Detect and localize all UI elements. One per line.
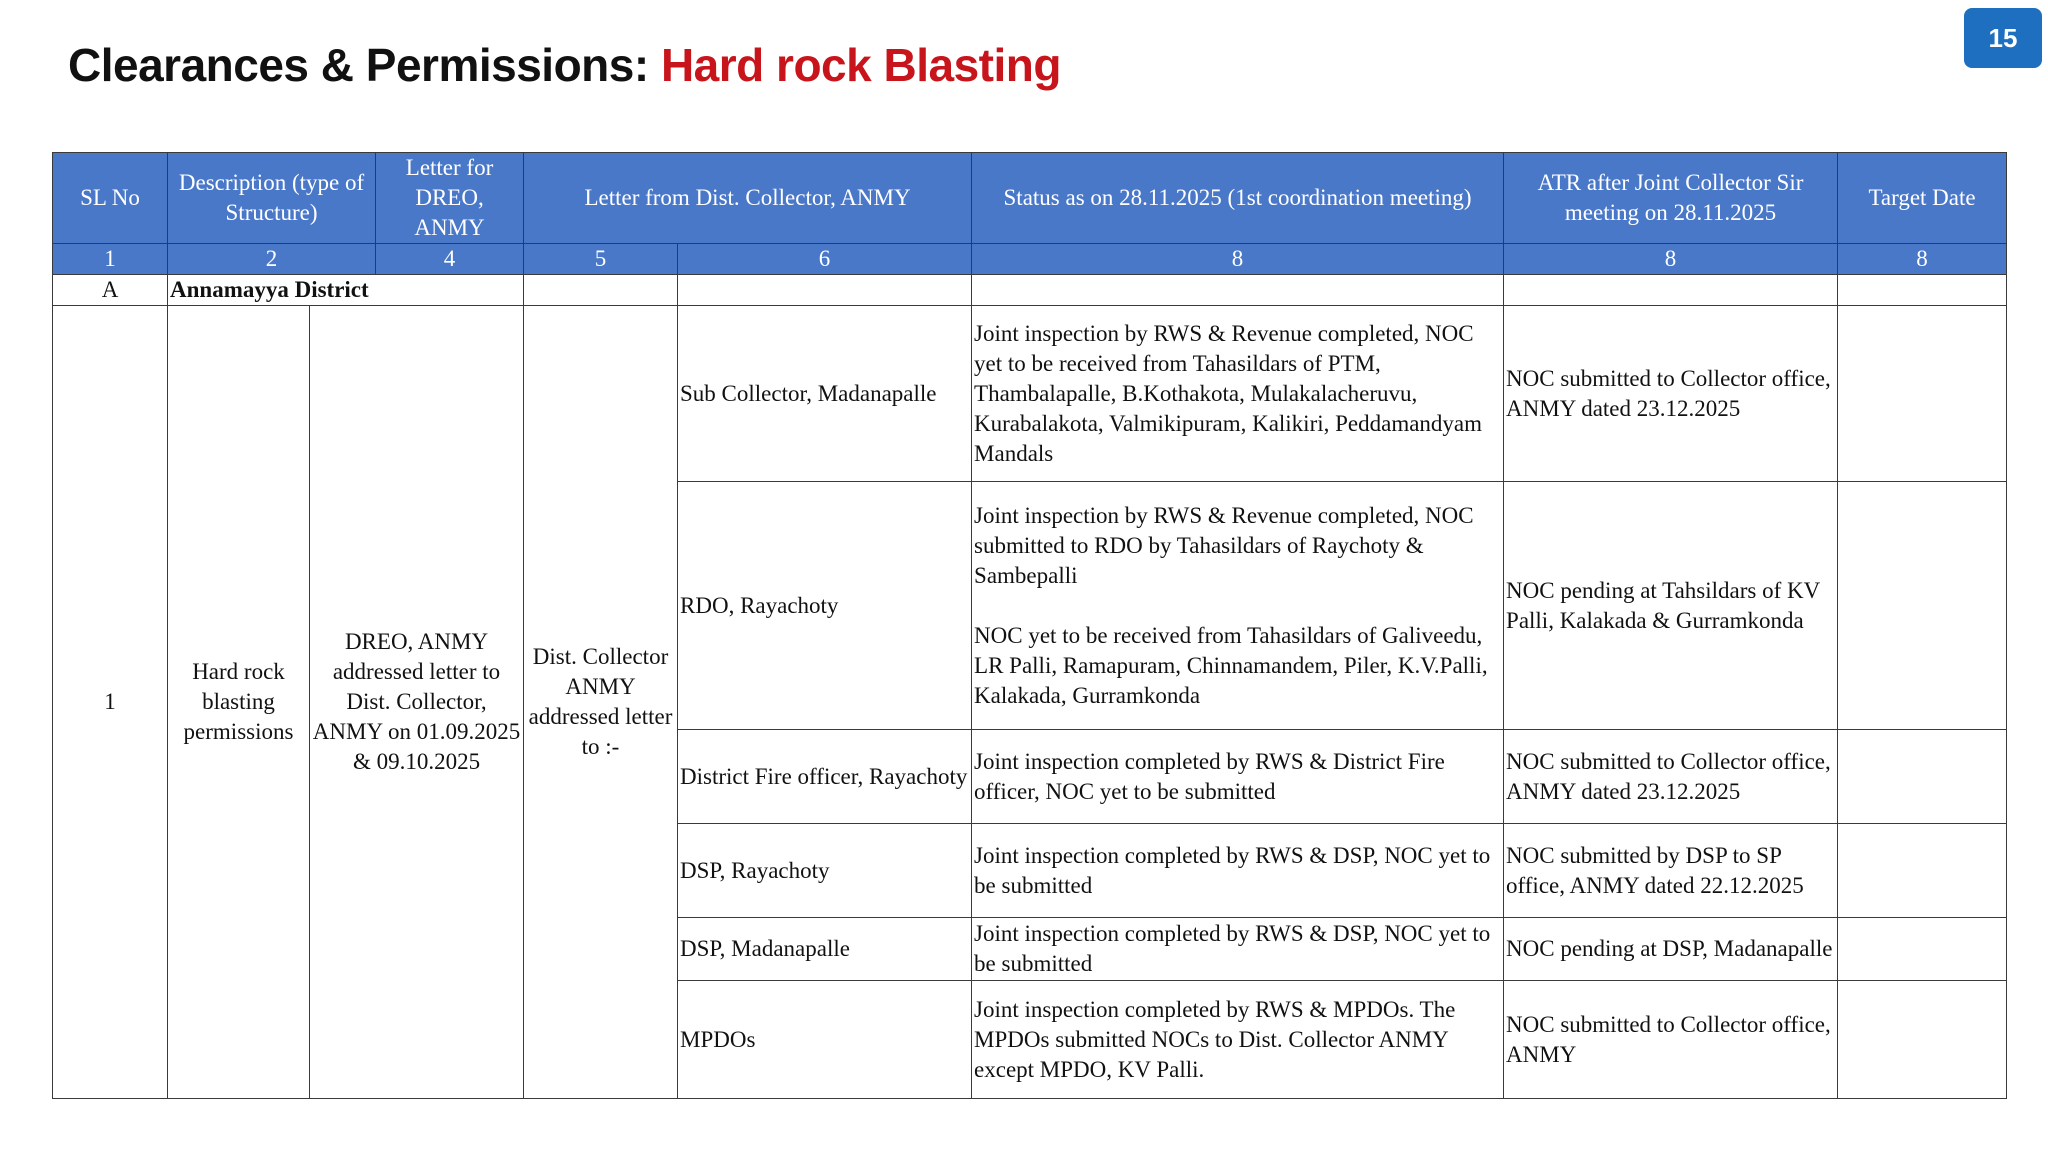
clearances-table	[52, 152, 2007, 1099]
header-status: Status as on 28.11.2025 (1st coordination meeting)	[972, 153, 1504, 244]
authority-cell: District Fire officer, Rayachoty	[678, 730, 972, 824]
status-cell: Joint inspection completed by RWS & DSP, NOC yet to be submitted	[972, 824, 1504, 918]
target-cell	[1838, 918, 2007, 981]
column-number: 4	[376, 244, 524, 275]
authority-cell: DSP, Madanapalle	[678, 918, 972, 981]
entry-description: Hard rock blasting permissions	[168, 306, 310, 1099]
column-number: 1	[53, 244, 168, 275]
column-number: 8	[972, 244, 1504, 275]
column-number: 8	[1504, 244, 1838, 275]
authority-cell: Sub Collector, Madanapalle	[678, 306, 972, 482]
column-number-row	[53, 244, 2007, 275]
header-description: Description (type of Structure)	[168, 153, 376, 244]
status-cell: Joint inspection completed by RWS & MPDOs. The MPDOs submitted NOCs to Dist. Collector ANMY except MPDO, KV Palli.	[972, 981, 1504, 1099]
status-cell: Joint inspection completed by RWS & DSP, NOC yet to be submitted	[972, 918, 1504, 981]
empty-cell	[972, 275, 1504, 306]
authority-cell: RDO, Rayachoty	[678, 482, 972, 730]
atr-cell: NOC submitted to Collector office, ANMY dated 23.12.2025	[1504, 730, 1838, 824]
column-number: 6	[678, 244, 972, 275]
page-number-badge: 15	[1964, 8, 2042, 68]
target-cell	[1838, 482, 2007, 730]
slide-title	[68, 38, 1061, 92]
header-row	[53, 153, 2007, 244]
column-number: 8	[1838, 244, 2007, 275]
table-row	[53, 306, 2007, 482]
target-cell	[1838, 306, 2007, 482]
atr-cell: NOC submitted by DSP to SP office, ANMY dated 22.12.2025	[1504, 824, 1838, 918]
title-accent: Hard rock Blasting	[660, 39, 1061, 91]
column-number: 2	[168, 244, 376, 275]
empty-cell	[678, 275, 972, 306]
target-cell	[1838, 981, 2007, 1099]
entry-letter-from: Dist. Collector ANMY addressed letter to :-	[524, 306, 678, 1099]
section-name: Annamayya District	[168, 275, 524, 306]
authority-cell: MPDOs	[678, 981, 972, 1099]
header-letter-from: Letter from Dist. Collector, ANMY	[524, 153, 972, 244]
target-cell	[1838, 824, 2007, 918]
header-target-date: Target Date	[1838, 153, 2007, 244]
empty-cell	[1504, 275, 1838, 306]
authority-cell: DSP, Rayachoty	[678, 824, 972, 918]
status-cell: Joint inspection by RWS & Revenue completed, NOC yet to be received from Tahasildars of PTM, Thambalapalle, B.Kothakota, Mulakalacheruvu, Kurabalakota, Valmikipuram, Kalikiri, Peddamandyam Mandals	[972, 306, 1504, 482]
section-code: A	[53, 275, 168, 306]
entry-letter-for: DREO, ANMY addressed letter to Dist. Collector, ANMY on 01.09.2025 & 09.10.2025	[310, 306, 524, 1099]
empty-cell	[524, 275, 678, 306]
atr-cell: NOC submitted to Collector office, ANMY dated 23.12.2025	[1504, 306, 1838, 482]
target-cell	[1838, 730, 2007, 824]
header-atr: ATR after Joint Collector Sir meeting on 28.11.2025	[1504, 153, 1838, 244]
status-cell: Joint inspection by RWS & Revenue completed, NOC submitted to RDO by Tahasildars of Raychoty & Sambepalli NOC yet to be received from Tahasildars of Galiveedu, LR Palli, Ramapuram, Chinnamandem, Piler, K.V.Palli, Kalakada, Gurramkonda	[972, 482, 1504, 730]
atr-cell: NOC pending at DSP, Madanapalle	[1504, 918, 1838, 981]
atr-cell: NOC submitted to Collector office, ANMY	[1504, 981, 1838, 1099]
section-row	[53, 275, 2007, 306]
atr-cell: NOC pending at Tahsildars of KV Palli, Kalakada & Gurramkonda	[1504, 482, 1838, 730]
column-number: 5	[524, 244, 678, 275]
title-prefix: Clearances & Permissions:	[68, 39, 661, 91]
header-sl-no: SL No	[53, 153, 168, 244]
status-cell: Joint inspection completed by RWS & District Fire officer, NOC yet to be submitted	[972, 730, 1504, 824]
header-letter-for: Letter for DREO, ANMY	[376, 153, 524, 244]
entry-sl-no: 1	[53, 306, 168, 1099]
empty-cell	[1838, 275, 2007, 306]
